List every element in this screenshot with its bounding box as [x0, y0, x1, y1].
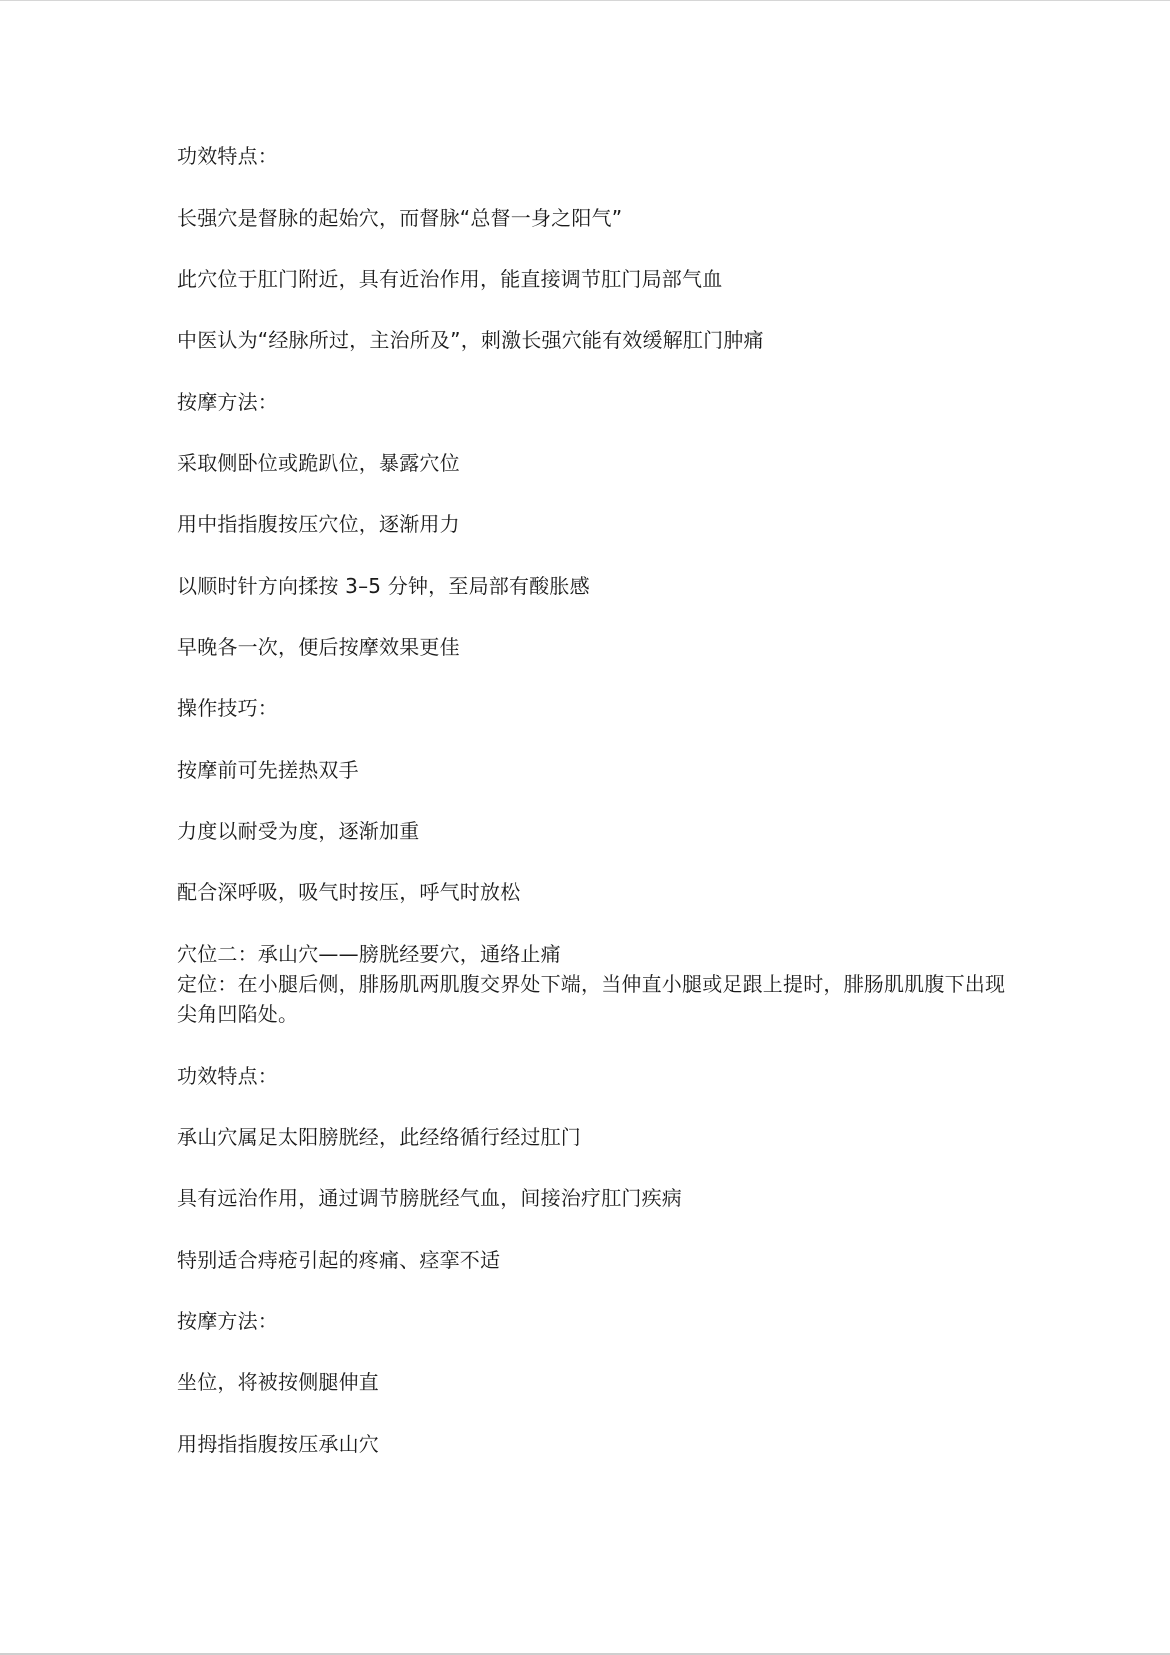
section-heading-efficacy: 功效特点： [177, 1064, 278, 1088]
paragraph-line: 特别适合痔疮引起的疼痛、痉挛不适 [177, 1248, 501, 1272]
paragraph-line: 坐位，将被按侧腿伸直 [177, 1370, 379, 1394]
acupoint-title-chengshan: 穴位二：承山穴——膀胱经要穴，通络止痛 [177, 942, 561, 966]
paragraph-line: 中医认为“经脉所过，主治所及”，刺激长强穴能有效缓解肛门肿痛 [177, 328, 764, 352]
paragraph-line: 承山穴属足太阳膀胱经，此经络循行经过肛门 [177, 1125, 581, 1149]
paragraph-line: 长强穴是督脉的起始穴，而督脉“总督一身之阳气” [177, 206, 623, 230]
paragraph-line: 早晚各一次，便后按摩效果更佳 [177, 635, 460, 659]
paragraph-line: 此穴位于肛门附近，具有近治作用，能直接调节肛门局部气血 [177, 267, 723, 291]
paragraph-line: 以顺时针方向揉按 3–5 分钟，至局部有酸胀感 [177, 574, 590, 598]
section-heading-efficacy: 功效特点： [177, 144, 278, 168]
paragraph-line: 采取侧卧位或跪趴位，暴露穴位 [177, 451, 460, 475]
paragraph-line: 力度以耐受为度，逐渐加重 [177, 819, 420, 843]
paragraph-line: 配合深呼吸，吸气时按压，呼气时放松 [177, 880, 521, 904]
paragraph-line: 用中指指腹按压穴位，逐渐用力 [177, 512, 460, 536]
section-heading-technique: 操作技巧： [177, 696, 278, 720]
location-paragraph: 定位：在小腿后侧，腓肠肌两肌腹交界处下端，当伸直小腿或足跟上提时，腓肠肌肌腹下出现尖角凹陷处。 [177, 972, 1006, 1026]
paragraph-line: 按摩前可先搓热双手 [177, 758, 359, 782]
paragraph-line: 具有远治作用，通过调节膀胱经气血，间接治疗肛门疾病 [177, 1186, 682, 1210]
section-heading-massage-method: 按摩方法： [177, 390, 278, 414]
paragraph-line: 用拇指指腹按压承山穴 [177, 1432, 379, 1456]
section-heading-massage-method: 按摩方法： [177, 1309, 278, 1333]
